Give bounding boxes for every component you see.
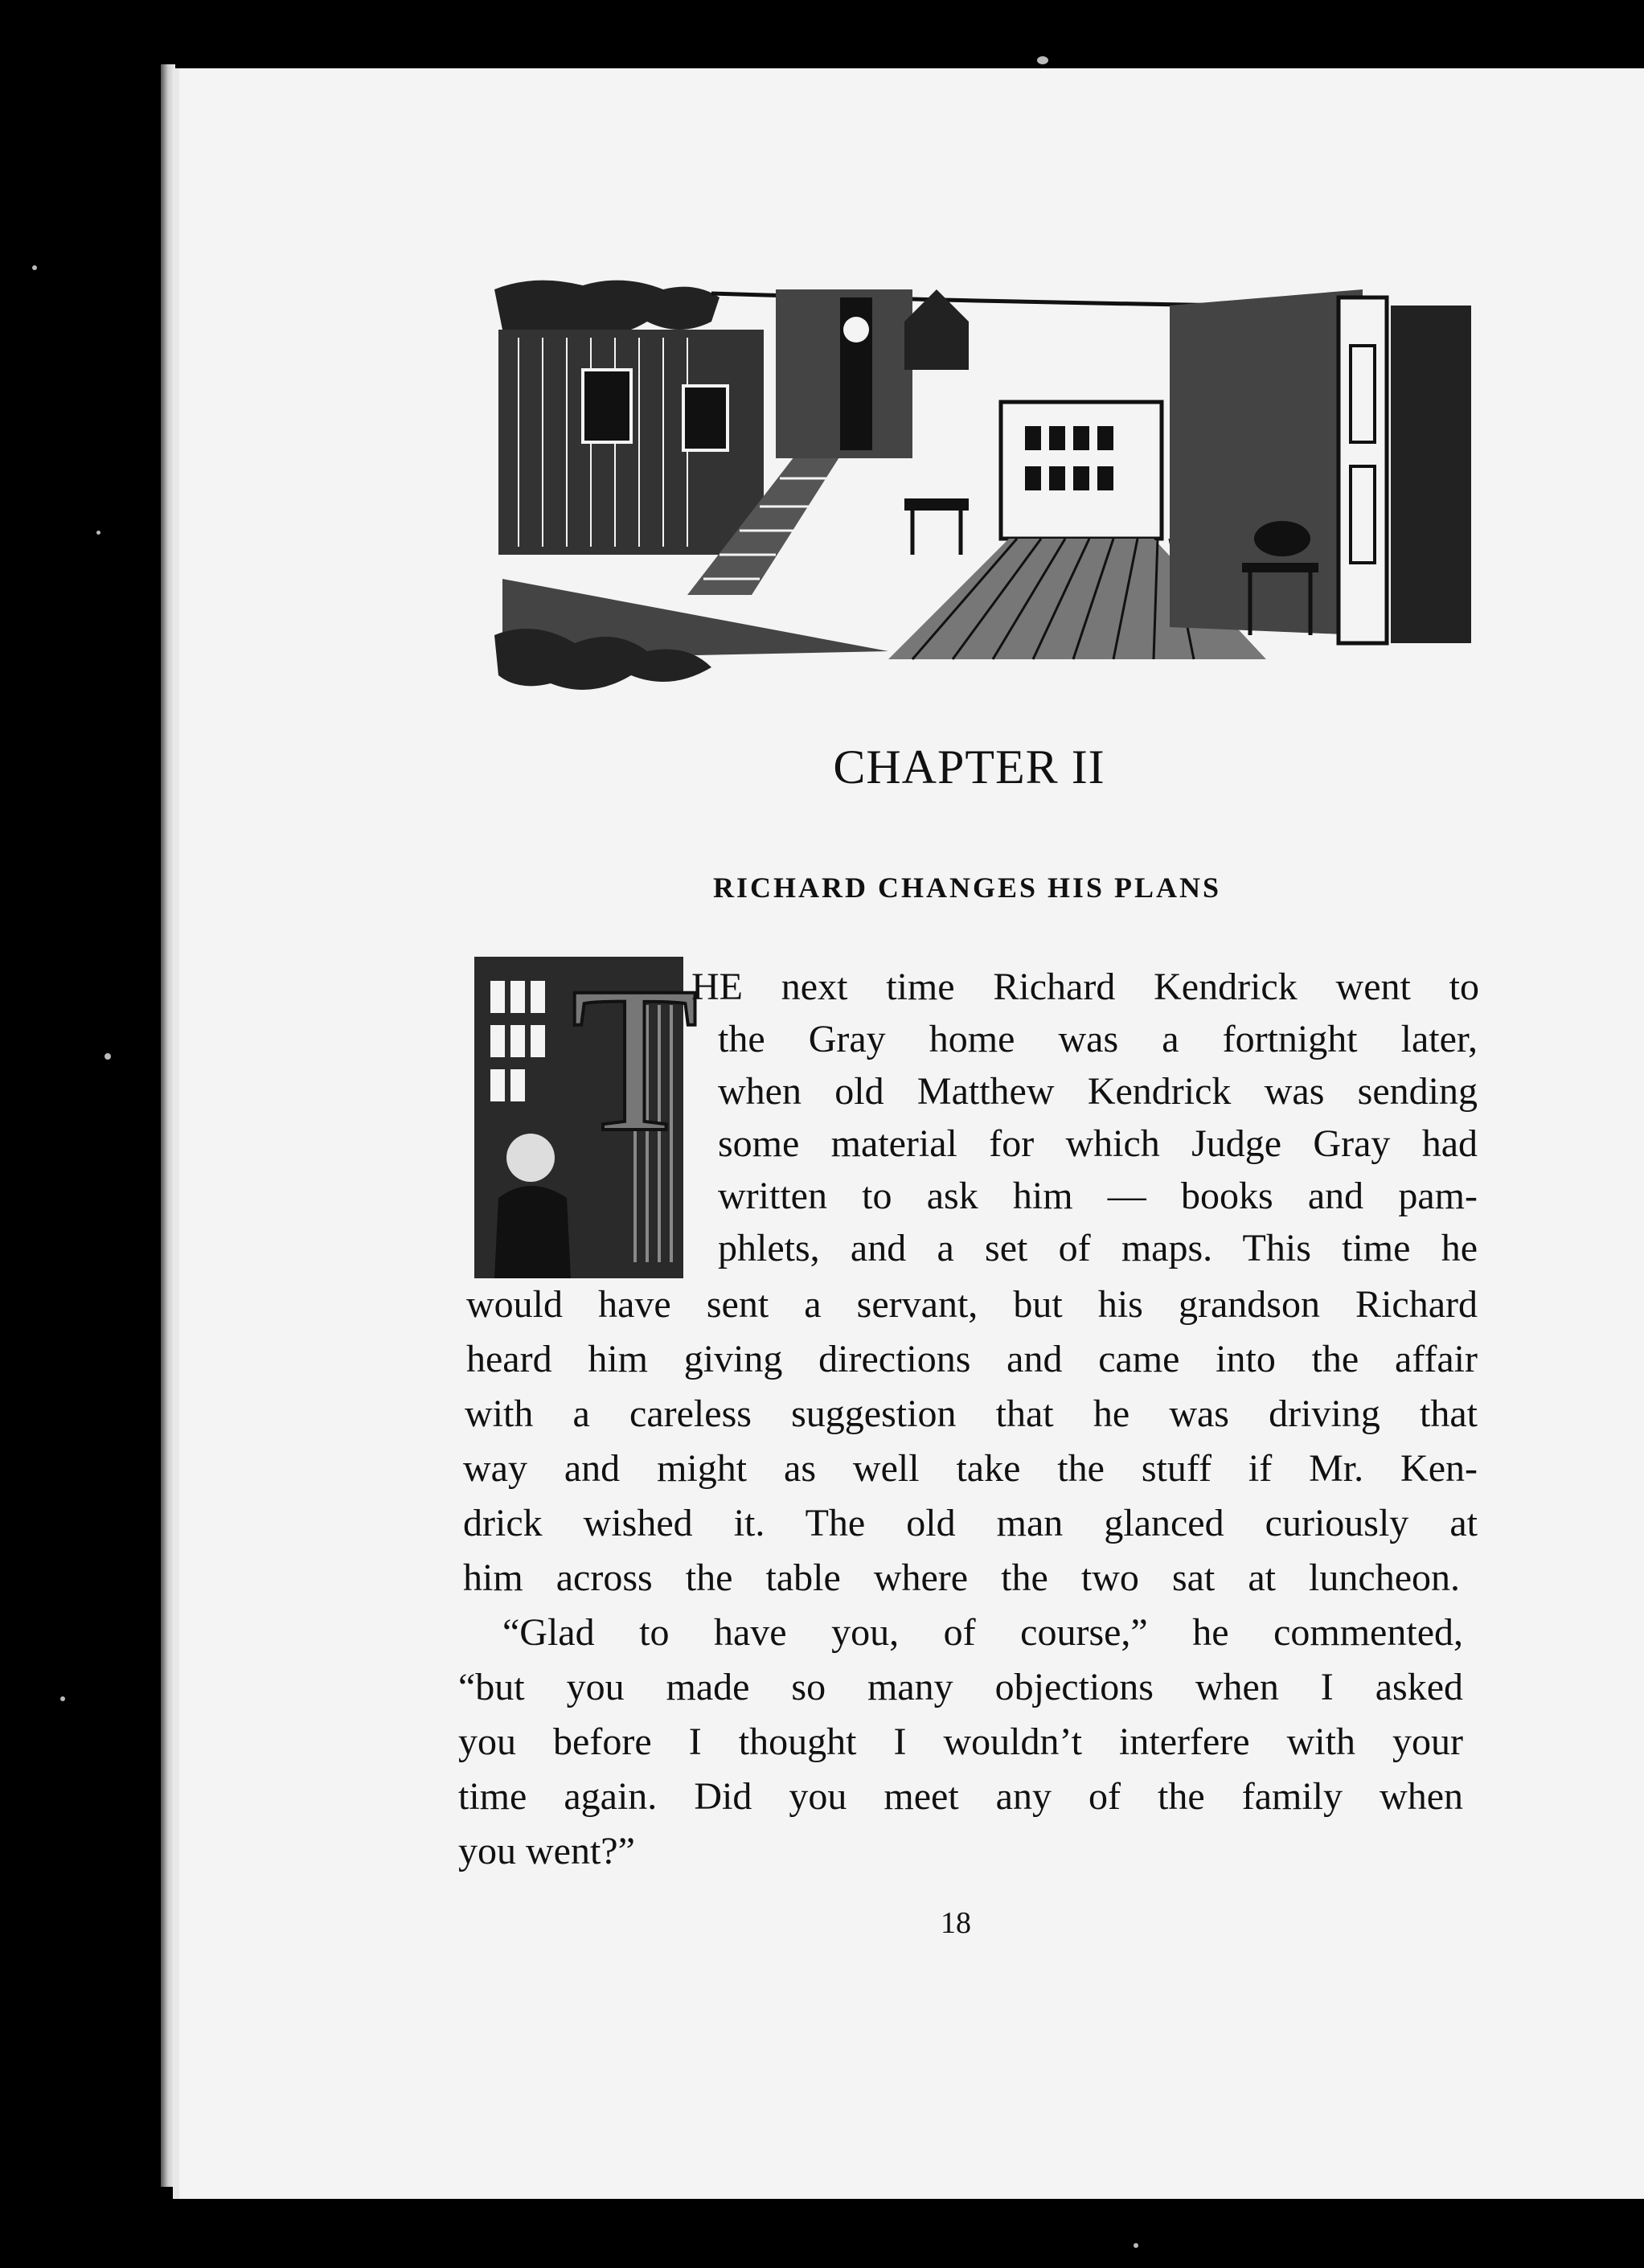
text-line: with a careless suggestion that he was driving that	[465, 1392, 1478, 1435]
text-line: phlets, and a set of maps. This time he	[718, 1227, 1478, 1269]
text-line: heard him giving directions and came into the affair	[466, 1338, 1478, 1380]
text-line: “Glad to have you, of course,” he commented,	[502, 1611, 1463, 1654]
text-line: you before I thought I wouldn’t interfere with your	[458, 1720, 1463, 1763]
scan-speck	[60, 1696, 65, 1701]
text-line: you went?”	[458, 1830, 635, 1872]
dropcap-illustration	[474, 944, 699, 1278]
chapter-title: CHAPTER II	[833, 740, 1105, 794]
scan-speck	[1134, 2243, 1138, 2248]
scan-speck	[105, 1053, 111, 1060]
text-line: HE next time Richard Kendrick went to	[691, 966, 1479, 1008]
scan-speck	[32, 265, 37, 270]
text-line: the Gray home was a fortnight later,	[718, 1018, 1478, 1060]
text-line: written to ask him — books and pam-	[718, 1175, 1478, 1217]
dropcap-letter: T	[571, 944, 699, 1175]
text-line: when old Matthew Kendrick was sending	[718, 1070, 1478, 1113]
text-line: some material for which Judge Gray had	[718, 1122, 1478, 1165]
scan-speck	[96, 531, 100, 535]
text-line: “but you made so many objections when I asked	[458, 1666, 1463, 1708]
text-line: way and might as well take the stuff if Mr. Ken-	[463, 1447, 1478, 1490]
scan-speck	[1037, 56, 1048, 64]
text-line: him across the table where the two sat at luncheon.	[463, 1556, 1460, 1599]
chapter-subtitle: RICHARD CHANGES HIS PLANS	[712, 872, 1222, 904]
page-number: 18	[941, 1906, 971, 1940]
text-line: drick wished it. The old man glanced curiously at	[463, 1502, 1478, 1544]
hallway-illustration	[486, 273, 1491, 724]
text-line: would have sent a servant, but his grandson Richard	[466, 1283, 1478, 1326]
text-line: time again. Did you meet any of the family when	[458, 1775, 1463, 1818]
